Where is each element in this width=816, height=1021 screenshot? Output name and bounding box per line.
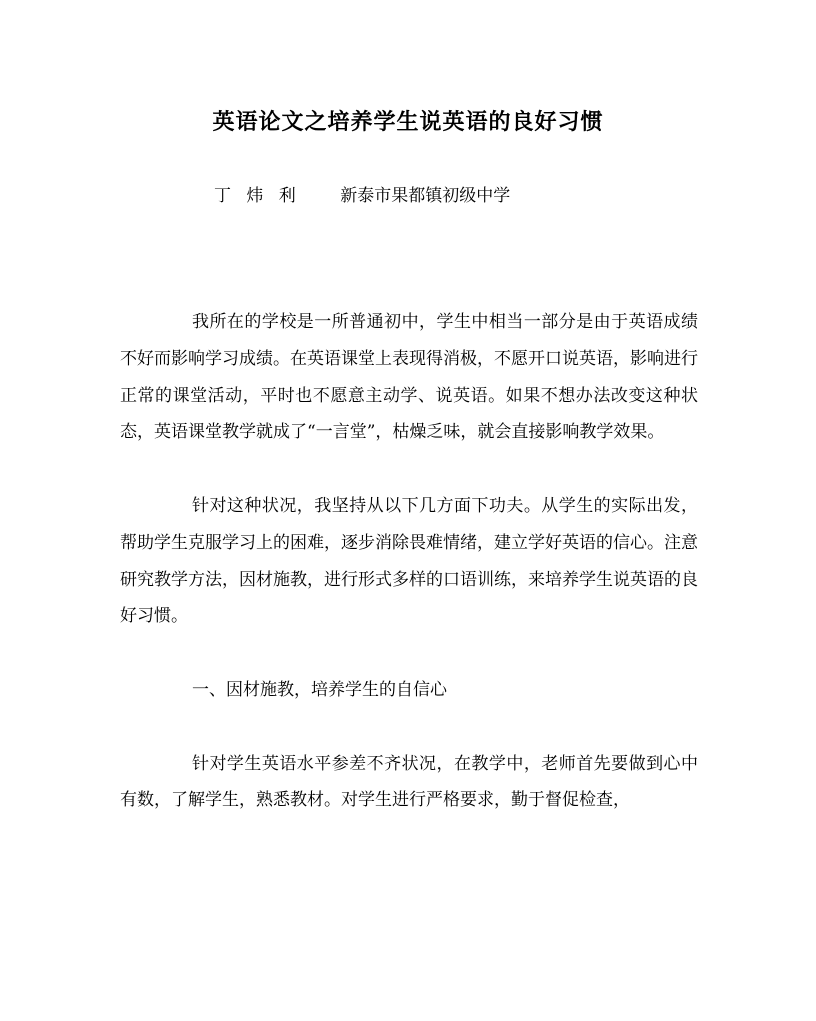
- document-body: [120, 304, 698, 819]
- author-name: 丁 炜 利: [214, 186, 301, 206]
- paragraph-approach: 针对这种状况，我坚持从以下几方面下功夫。从学生的实际出发，帮助学生克服学习上的困难，逐步消除畏难情绪，建立学好英语的信心。注意研究教学方法，因材施教，进行形式多样的口语训练，来培养学生说英语的良好习惯。: [120, 495, 698, 627]
- paragraph-section-one: 针对学生英语水平参差不齐状况，在教学中，老师首先要做到心中有数，了解学生，熟悉教材。对学生进行严格要求，勤于督促检查，: [120, 753, 698, 811]
- section-heading: 一、因材施教，培养学生的自信心: [192, 679, 447, 700]
- paragraph-intro: 我所在的学校是一所普通初中，学生中相当一部分是由于英语成绩不好而影响学习成绩。在英语课堂上表现得消极，不愿开口说英语，影响进行正常的课堂活动，平时也不愿意主动学、说英语。如果不想办法改变这种状态，英语课堂教学就成了“一言堂”，枯燥乏味，就会直接影响教学效果。: [120, 312, 698, 443]
- document-title: 英语论文之培养学生说英语的良好习惯: [212, 109, 604, 135]
- school-name: 新泰市果都镇初级中学: [340, 186, 511, 206]
- byline: [214, 184, 510, 208]
